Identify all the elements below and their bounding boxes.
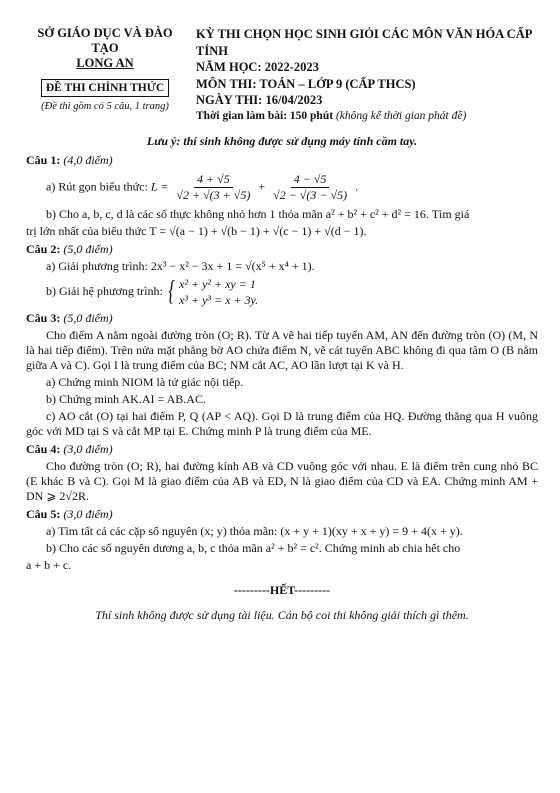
question-3a: a) Chứng minh NIOM là tứ giác nội tiếp. — [46, 375, 244, 390]
question-1a-prefix: a) Rút gọn biểu thức: — [46, 178, 148, 193]
duration-note: (không kể thời gian phát đề) — [335, 109, 467, 122]
question-5b-line1: b) Cho các số nguyên dương a, b, c thỏa mãn a² + b² = c². Chứng minh ab chia hết cho — [46, 541, 461, 556]
fraction-1-denominator: √2 + √(3 + √5) — [176, 187, 251, 202]
exam-date: NGÀY THI: 16/04/2023 — [196, 93, 323, 107]
header-right — [184, 26, 538, 124]
question-2b — [26, 276, 538, 308]
question-4-heading — [26, 442, 538, 457]
end-mark: ---------HẾT--------- — [233, 583, 331, 598]
duration-label: Thời gian làm bài: 150 phút — [196, 109, 334, 122]
question-1 — [26, 153, 538, 239]
question-3-points: (5,0 điểm) — [63, 311, 113, 326]
question-1a-lhs: L = — [150, 178, 169, 193]
question-4-statement: Cho đường tròn (O; R), hai đường kính AB và CD vuông góc với nhau. E là điểm trên cung nhỏ BC (E khác B và C). Gọi M là giao điểm của AB và ED, N là giao điểm của CD và EA. Chứng minh AM + DN ⩾ 2√2R. — [26, 459, 538, 504]
pages-note: (Đề thi gồm có 5 câu, 1 trang) — [41, 101, 169, 113]
duration — [196, 109, 538, 124]
plus-sign: + — [258, 178, 266, 193]
official-exam-badge: ĐỀ THI CHÍNH THỨC — [41, 79, 169, 97]
question-1a-end: . — [355, 178, 359, 193]
question-4 — [26, 442, 538, 504]
fraction-1 — [173, 172, 253, 203]
question-3c: c) AO cắt (O) tại hai điểm P, Q (AP < AQ). Gọi D là trung điểm của HQ. Đường thẳng qua H vuông góc với MD tại S và cắt MP tại E. Chứng minh P là trung điểm của ME. — [26, 409, 538, 439]
question-2-points: (5,0 điểm) — [63, 241, 113, 256]
org-name: SỞ GIÁO DỤC VÀ ĐÀO TẠO — [37, 26, 173, 55]
exam-title: KỲ THI CHỌN HỌC SINH GIỎI CÁC MÔN VĂN HÓA CẤP TỈNH — [196, 27, 532, 58]
system-eq-2: x³ + y³ = x + 3y. — [179, 292, 259, 307]
question-5b-line2: a + b + c. — [26, 558, 72, 573]
question-1-points: (4,0 điểm) — [63, 152, 113, 167]
system-brace: { — [168, 275, 175, 307]
question-2-title: Câu 2: — [26, 241, 61, 256]
question-4-points: (3,0 điểm) — [63, 442, 113, 457]
subject: MÔN THI: TOÁN – LỚP 9 (CẤP THCS) — [196, 76, 416, 91]
question-1-title: Câu 1: — [26, 152, 61, 167]
equation-system — [166, 276, 258, 308]
question-2a: a) Giải phương trình: 2x³ − x² − 3x + 1 = √(x⁵ + x⁴ + 1). — [46, 258, 315, 273]
question-5 — [26, 507, 538, 573]
question-1b-line2: trị lớn nhất của biểu thức T = √(a − 1) + √(b − 1) + √(c − 1) + √(d − 1). — [26, 223, 367, 238]
question-4-title: Câu 4: — [26, 442, 61, 457]
fraction-1-numerator: 4 + √5 — [194, 172, 233, 188]
system-lines — [179, 276, 258, 308]
org-province: LONG AN — [76, 56, 134, 70]
question-3-statement: Cho điểm A nằm ngoài đường tròn (O; R). Từ A vẽ hai tiếp tuyến AM, AN đến đường tròn (O) (M, N là hai tiếp điểm). Trên nửa mặt phẳng bờ AO chứa điểm N, vẽ cát tuyến ABC không đi qua tâm O (B nằm giữa A và C). Gọi I là trung điểm của BC; NM cắt AC, AO lần lượt tại K và H. — [26, 328, 538, 373]
question-5-heading — [26, 507, 538, 522]
question-3b: b) Chứng minh AK.AI = AB.AC. — [46, 392, 206, 407]
system-eq-1: x² + y² + xy = 1 — [179, 276, 256, 291]
question-5a: a) Tìm tất cả các cặp số nguyên (x; y) thỏa mãn: (x + y + 1)(xy + x + y) = 9 + 4(x + y). — [46, 524, 463, 539]
question-3 — [26, 311, 538, 439]
question-2 — [26, 242, 538, 308]
question-5-points: (3,0 điểm) — [63, 507, 113, 522]
question-2b-prefix: b) Giải hệ phương trình: — [46, 283, 163, 298]
question-3-title: Câu 3: — [26, 311, 61, 326]
question-1-heading — [26, 153, 538, 168]
fraction-2 — [270, 172, 350, 203]
school-year: NĂM HỌC: 2022-2023 — [196, 60, 319, 74]
header-left — [26, 26, 184, 124]
footer-note: Thí sinh không được sử dụng tài liệu. Cán bộ coi thi không giải thích gì thêm. — [95, 608, 469, 623]
fraction-2-numerator: 4 − √5 — [291, 172, 330, 188]
question-5-title: Câu 5: — [26, 507, 61, 522]
calculator-warning: Lưu ý: thí sinh không được sử dụng máy tính cầm tay. — [146, 133, 418, 148]
question-1b-line1: b) Cho a, b, c, d là các số thực không nhỏ hơn 1 thỏa mãn a² + b² + c² + d² = 16. Tìm giá — [46, 206, 470, 221]
question-1a — [26, 172, 538, 203]
exam-header — [26, 26, 538, 124]
question-3-heading — [26, 311, 538, 326]
fraction-2-denominator: √2 − √(3 − √5) — [273, 187, 348, 202]
question-2-heading — [26, 242, 538, 257]
